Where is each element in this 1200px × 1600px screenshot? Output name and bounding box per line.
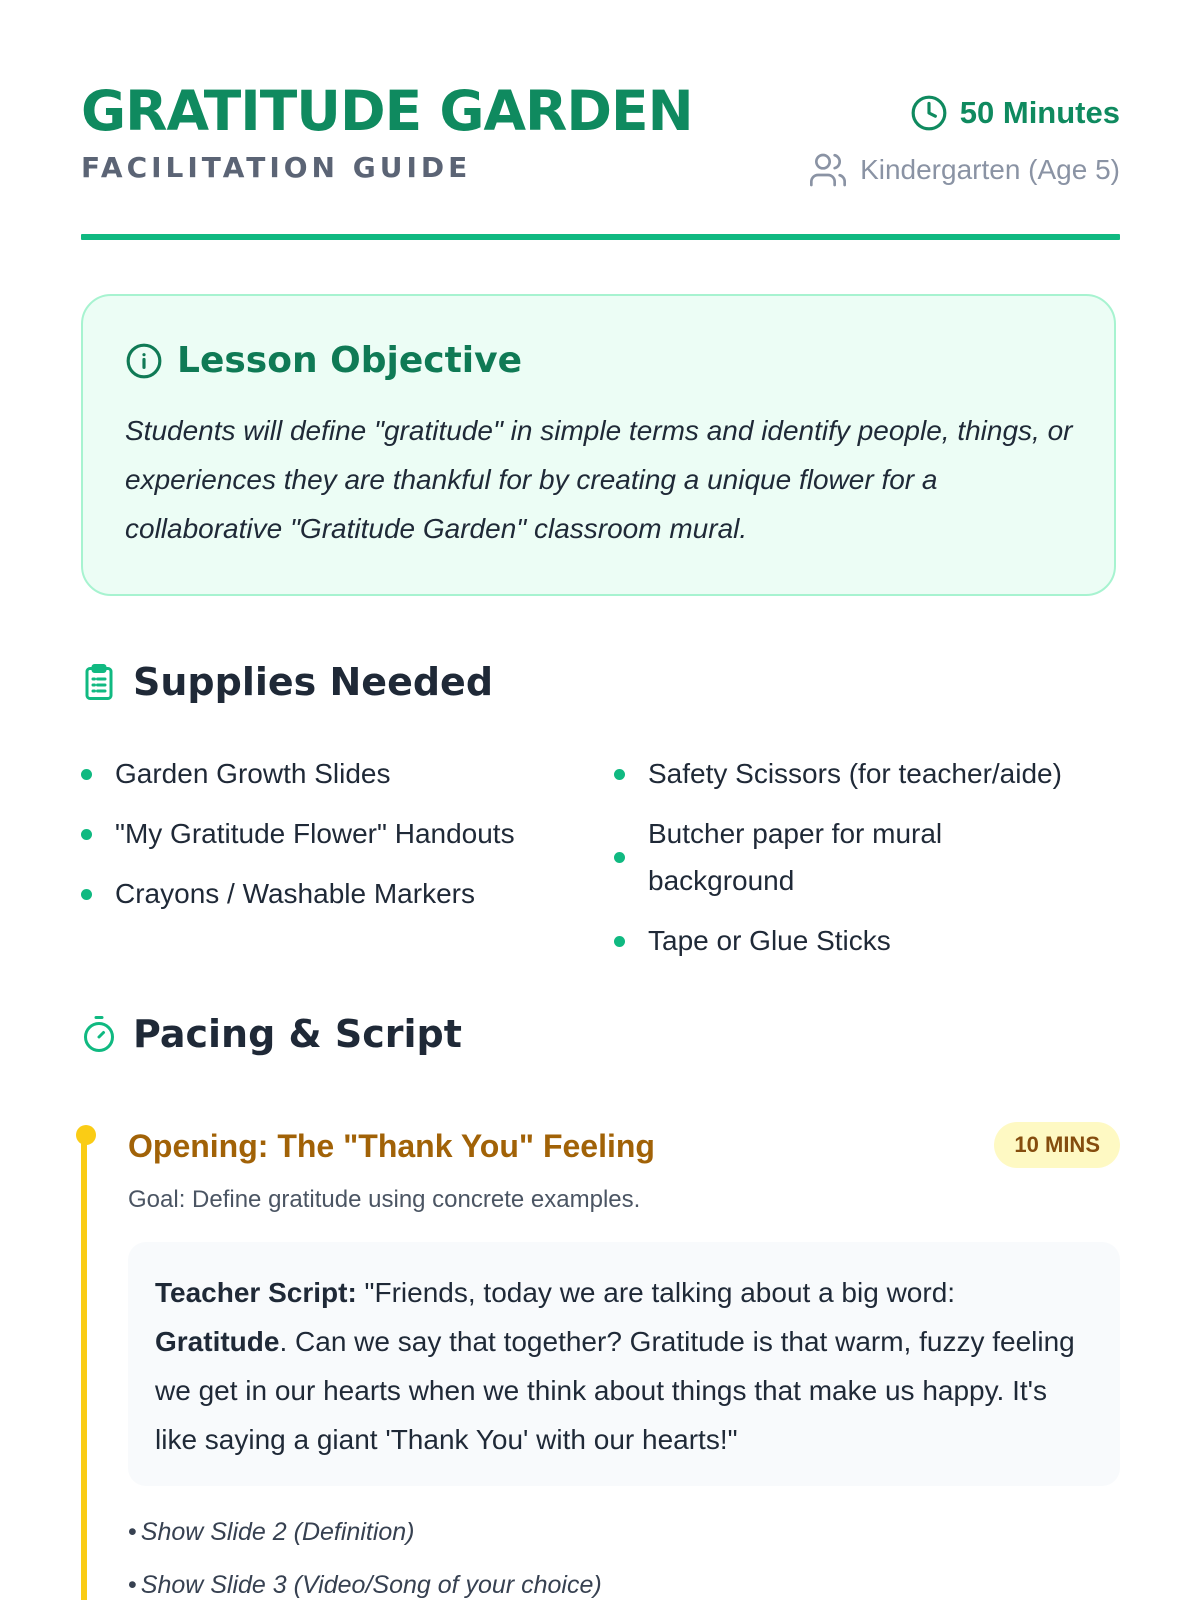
step-title: Opening: The "Thank You" Feeling	[128, 1128, 655, 1164]
script-text-part1: "Friends, today we are talking about a big word:	[356, 1277, 956, 1308]
grade-label: Kindergarten (Age 5)	[860, 154, 1120, 185]
teacher-script	[155, 1268, 1093, 1464]
supply-label: Safety Scissors (for teacher/aide)	[648, 758, 1062, 789]
script-label: Teacher Script:	[155, 1277, 357, 1308]
objective-heading	[125, 340, 522, 381]
list-item	[614, 810, 978, 904]
header	[81, 80, 1120, 240]
list-item	[614, 917, 1114, 964]
supply-label: Tape or Glue Sticks	[648, 925, 891, 956]
slide-note	[128, 1571, 602, 1600]
bullet-dot	[614, 852, 625, 863]
header-divider	[81, 234, 1120, 240]
bullet-dot	[614, 936, 625, 947]
duration-badge: 10 MINS	[994, 1122, 1120, 1168]
script-text-part2: . Can we say that together? Gratitude is that warm, fuzzy feeling we get in our hearts when we think about things that make us happy. It's like saying a giant 'Thank You' with our hearts!"	[155, 1326, 1075, 1455]
note-text: Show Slide 2 (Definition)	[140, 1518, 415, 1546]
supplies-column-right	[614, 750, 1114, 977]
note-text: Show Slide 3 (Video/Song of your choice)	[140, 1571, 602, 1599]
bullet-dot	[81, 829, 92, 840]
supply-label: Garden Growth Slides	[115, 758, 391, 789]
supply-label: Butcher paper for mural background	[648, 818, 943, 896]
grade-meta	[808, 150, 1120, 190]
note-bullet: •	[128, 1518, 137, 1546]
page-title: GRATITUDE GARDEN	[81, 79, 693, 143]
bullet-dot	[614, 769, 625, 780]
list-item	[614, 750, 1114, 797]
supply-label: "My Gratitude Flower" Handouts	[115, 818, 515, 849]
slide-note	[128, 1518, 415, 1547]
info-icon	[125, 342, 163, 380]
pacing-heading-text: Pacing & Script	[133, 1012, 462, 1056]
stopwatch-icon	[81, 1014, 117, 1054]
clock-icon	[910, 94, 948, 132]
pacing-step	[128, 1120, 1120, 1600]
objective-heading-text: Lesson Objective	[177, 340, 523, 381]
list-item	[81, 810, 581, 857]
supplies-list	[81, 750, 1120, 960]
supply-label: Crayons / Washable Markers	[115, 878, 475, 909]
objective-text: Students will define "gratitude" in simple terms and identify people, things, or experiences they are thankful for by creating a unique flower for a collaborative "Gratitude Garden" classroom mural.	[125, 415, 1073, 544]
teacher-script-box	[128, 1242, 1120, 1486]
facilitation-guide-page	[81, 0, 1120, 1600]
duration-meta	[910, 94, 1120, 132]
list-item	[81, 870, 581, 917]
pacing-heading	[81, 1012, 462, 1056]
duration-label: 50 Minutes	[959, 95, 1120, 130]
supplies-column-left	[81, 750, 581, 930]
step-goal: Goal: Define gratitude using concrete examples.	[128, 1186, 641, 1213]
supplies-heading-text: Supplies Needed	[133, 660, 494, 704]
page-subtitle: FACILITATION GUIDE	[81, 151, 472, 184]
clipboard-icon	[81, 662, 117, 702]
note-bullet: •	[128, 1571, 137, 1599]
bullet-dot	[81, 889, 92, 900]
script-keyword: Gratitude	[155, 1326, 280, 1357]
list-item	[81, 750, 581, 797]
users-icon	[808, 150, 848, 190]
timeline-line	[81, 1140, 87, 1600]
supplies-heading	[81, 660, 493, 704]
bullet-dot	[81, 769, 92, 780]
objective-card	[81, 294, 1116, 596]
